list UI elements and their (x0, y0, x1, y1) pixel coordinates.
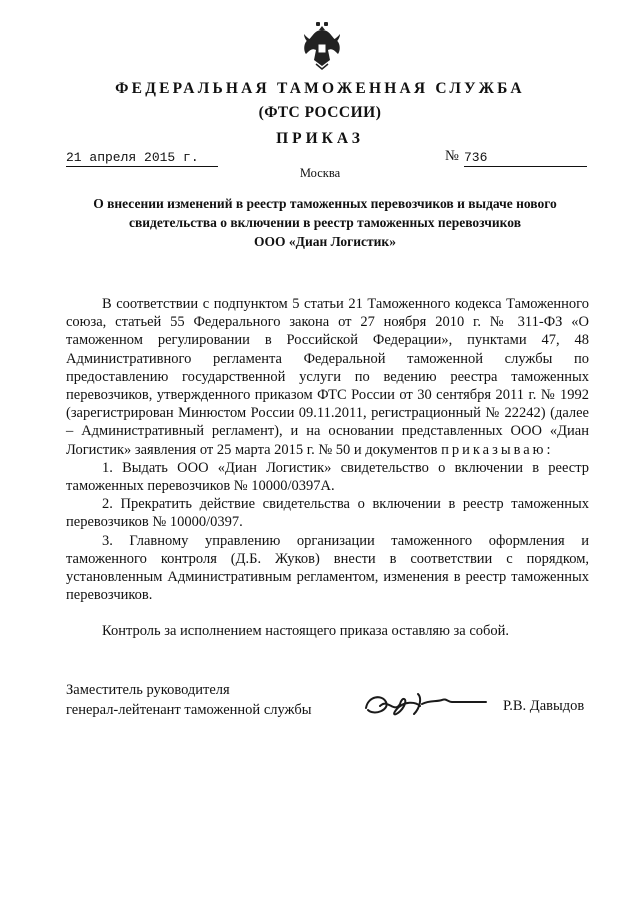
signatory-name: Р.В. Давыдов (503, 698, 585, 714)
handwritten-signature (360, 688, 488, 722)
order-number-label: № (445, 148, 459, 164)
order-number-text: 736 (464, 150, 488, 165)
order-word: приказываю: (441, 441, 554, 458)
agency-short-name: (ФТС РОССИИ) (258, 104, 382, 121)
order-item-3: 3. Главному управлению организации таможенного оформления и таможенного контроля (Д.Б. Жуков) внести в соответствии с порядком, установленным Административным регламентом, изменения в реестр таможенных перевозчиков. (66, 532, 589, 604)
subject-line-3: ООО «Диан Логистик» (254, 234, 396, 249)
order-subject (60, 194, 590, 251)
control-paragraph: Контроль за исполнением настоящего приказа оставляю за собой. (102, 623, 510, 640)
signatory-position-line-1: Заместитель руководителя (66, 682, 230, 698)
signatory-position (66, 680, 312, 720)
subject-line-1: О внесении изменений в реестр таможенных перевозчиков и выдаче нового (93, 196, 557, 211)
order-item-2: 2. Прекратить действие свидетельства о включении в реестр таможенных перевозчиков № 10000/0397. (66, 496, 589, 531)
subject-line-2: свидетельства о включении в реестр таможенных перевозчиков (128, 215, 521, 230)
double-headed-eagle-emblem-icon (302, 20, 342, 70)
intro-text: В соответствии с подпунктом 5 статьи 21 Таможенного кодекса Таможенного союза, статьей 55 Федерального закона от 27 ноября 2010 г. № 311-ФЗ «О таможенном регулировании в Российской Федерации», пунктами 47, 48 Административного регламента Федеральной таможенной службы по предоставлению государственной услуги по ведению реестра таможенных перевозчиков, утвержденного приказом ФТС России от 30 сентября 2011 г. № 1992 (зарегистрирован Минюстом России 09.11.2011, регистрационный № 22242) (далее – Административный регламент), и на основании представленных ООО «Диан Логистик» заявления от 25 марта 2015 г. № 50 и документов (66, 296, 589, 458)
intro-paragraph (66, 295, 589, 459)
signatory-position-line-2: генерал-лейтенант таможенной службы (66, 702, 312, 718)
agency-name: ФЕДЕРАЛЬНАЯ ТАМОЖЕННАЯ СЛУЖБА (115, 80, 525, 97)
order-date: 21 апреля 2015 г. (66, 150, 218, 167)
order-number (464, 150, 587, 167)
document-type-title: ПРИКАЗ (276, 130, 364, 147)
order-item-1: 1. Выдать ООО «Диан Логистик» свидетельство о включении в реестр таможенных перевозчиков № 10000/0397А. (66, 459, 589, 495)
order-body (66, 295, 589, 641)
order-city: Москва (299, 166, 341, 180)
